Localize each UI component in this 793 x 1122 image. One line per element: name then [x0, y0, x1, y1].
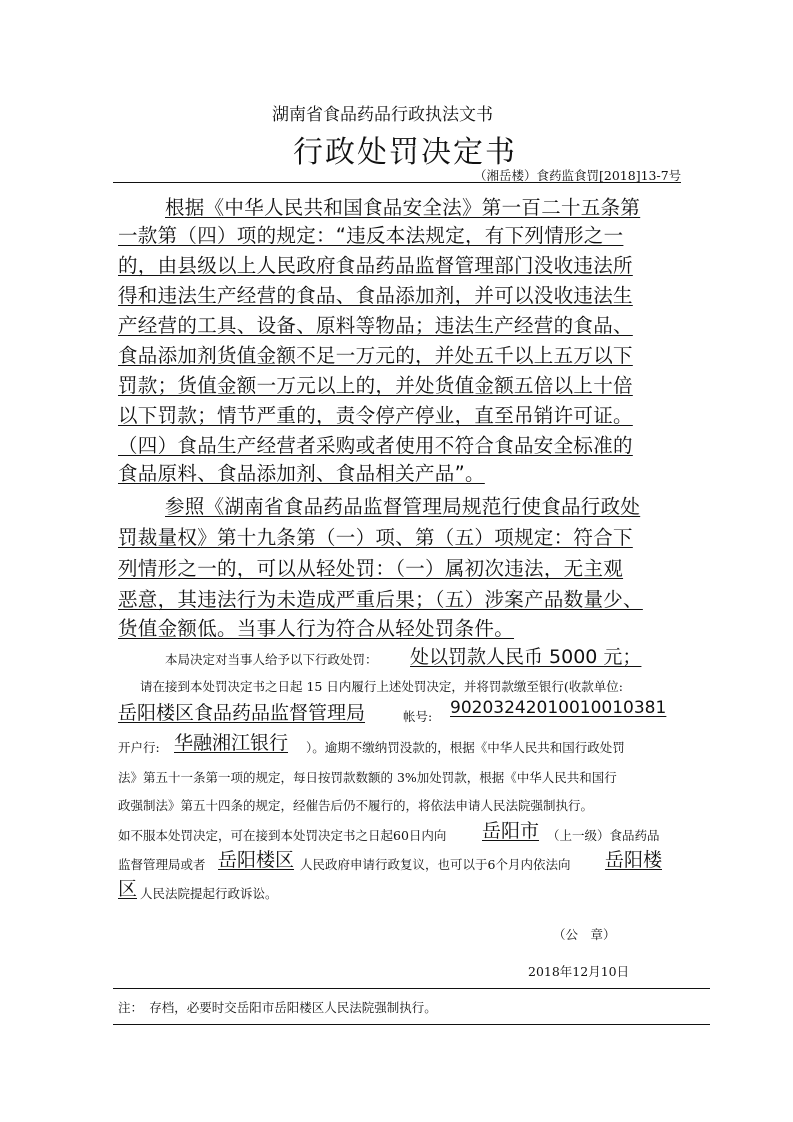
account-number-main: 9020324201001001038	[450, 698, 656, 718]
para2-line: 参照《湖南省食品药品监督管理局规范行使食品行政处	[165, 495, 641, 518]
para2-line: 恶意，其违法行为未造成严重后果；（五）涉案产品数量少、	[118, 588, 643, 611]
para2-line: 货值金额低。当事人行为符合从轻处罚条件。	[118, 617, 515, 640]
payment-instruction: 请在接到本处罚决定书之日起 15 日内履行上述处罚决定，并将罚款缴至银行(收款单位:	[140, 679, 623, 694]
para1-line: 一款第（四）项的规定：“违反本法规定，有下列情形之一	[118, 224, 624, 247]
para2-line: 罚裁量权》第十九条第（一）项、第（五）项规定：符合下	[118, 526, 633, 549]
official-seal-label: （公 章）	[553, 927, 616, 942]
footer-note: 注： 存档，必要时交岳阳市岳阳楼区人民法院强制执行。	[118, 1000, 437, 1015]
account-label: 帐号:	[403, 709, 433, 724]
para1-line: 罚款；货值金额一万元以上的，并处货值金额五倍以上十倍	[118, 374, 633, 397]
document-number: （湘岳楼）食药监食罚[2018]13-7号	[474, 168, 682, 183]
review-text: 人民法院提起行政诉讼。	[140, 886, 278, 901]
para2-line: 列情形之一的，可以从轻处罚：（一）属初次违法，无主观	[118, 557, 624, 580]
header-rule	[113, 182, 681, 183]
decision-label: 本局决定对当事人给予以下行政处罚：	[165, 652, 378, 667]
review-text: 人民政府申请行政复议，也可以于6个月内依法向	[300, 857, 571, 872]
issue-date: 2018年12月10日	[528, 964, 630, 979]
review-city: 岳阳市	[482, 820, 540, 842]
review-text: （上一级）食品药品	[547, 828, 660, 843]
document-title: 行政处罚决定书	[293, 135, 517, 170]
payee-name: 岳阳楼区食品药品监督管理局	[118, 702, 366, 724]
para1-line: 食品原料、食品添加剂、食品相关产品”。	[118, 462, 485, 485]
account-number	[450, 698, 666, 718]
penalty-amount: 处以罚款人民币 5000 元；	[410, 646, 642, 668]
review-court: 岳阳楼	[605, 849, 663, 871]
account-number-tail: 1	[655, 698, 667, 718]
para1-line: 食品添加剂货值金额不足一万元的，并处五千以上五万以下	[118, 344, 633, 367]
payment-terms: 政强制法》第五十四条的规定，经催告后仍不履行的，将依法申请人民法院强制执行。	[118, 798, 594, 813]
para1-line: 产经营的工具、设备、原料等物品；违法生产经营的食品、	[118, 314, 633, 337]
review-court: 区	[118, 878, 138, 900]
para1-line: 的，由县级以上人民政府食品药品监督管理部门没收违法所	[118, 254, 633, 277]
footer-rule-top	[113, 988, 710, 989]
payment-terms: 法》第五十一条第一项的规定，每日按罚款数额的 3%加处罚款，根据《中华人民共和国行	[118, 770, 617, 785]
footer-rule-bottom	[113, 1024, 710, 1025]
para1-line: （四）食品生产经营者采购或者使用不符合食品安全标准的	[118, 434, 633, 457]
para1-line: 以下罚款；情节严重的，责令停产停业，直至吊销许可证。	[118, 404, 633, 427]
review-text: 如不服本处罚决定，可在接到本处罚决定书之日起60日内向	[118, 828, 447, 843]
bank-label: 开户行:	[118, 740, 160, 755]
review-district: 岳阳楼区	[218, 849, 295, 871]
review-text: 监督管理局或者	[118, 857, 206, 872]
bank-name: 华融湘江银行	[174, 732, 289, 754]
payment-terms: ）。逾期不缴纳罚没款的，根据《中华人民共和国行政处罚	[306, 740, 625, 755]
para1-line: 得和违法生产经营的食品、食品添加剂，并可以没收违法生	[118, 284, 633, 307]
para1-line: 根据《中华人民共和国食品安全法》第一百二十五条第	[165, 196, 641, 219]
document-subtitle: 湖南省食品药品行政执法文书	[272, 105, 493, 125]
